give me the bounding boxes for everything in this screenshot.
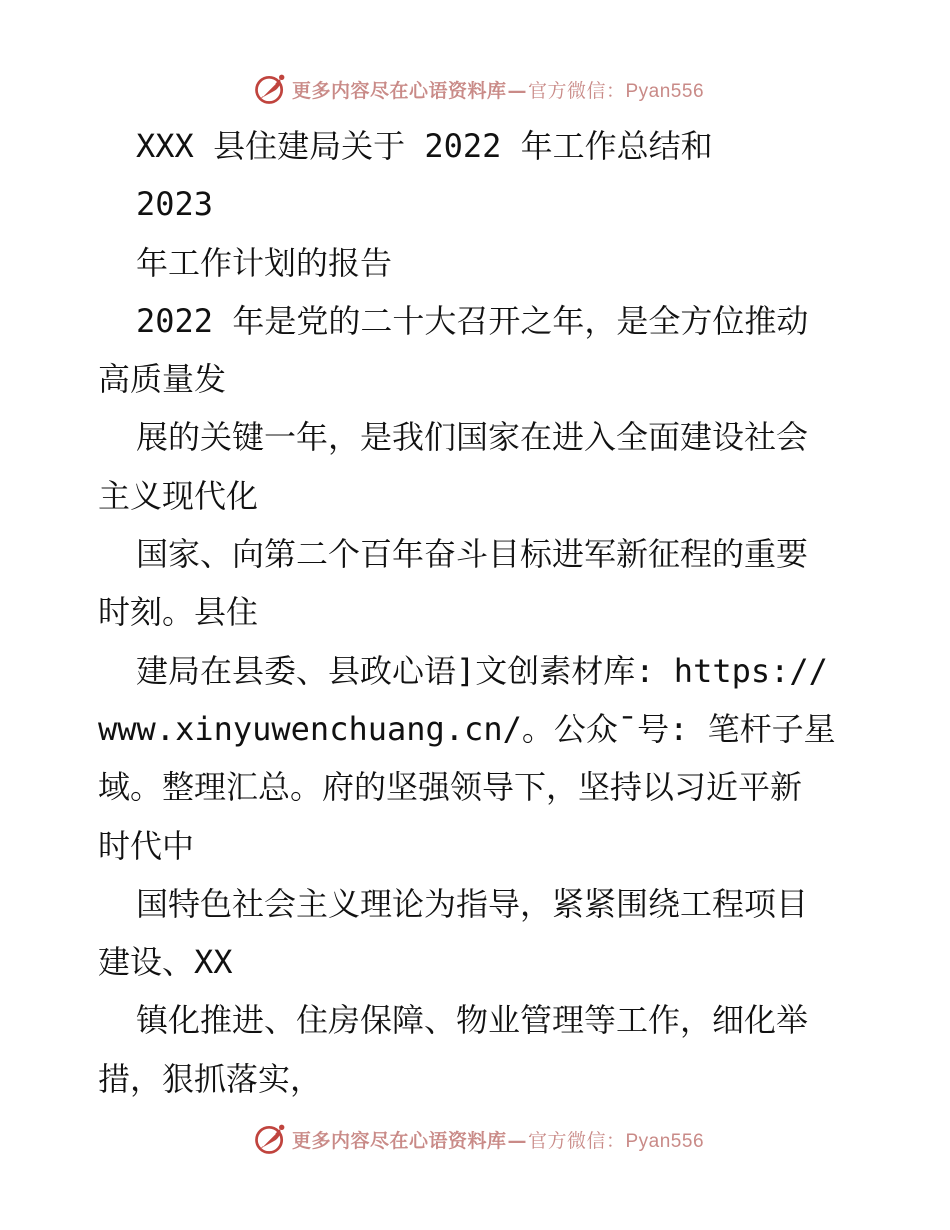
document-line: 镇化推进、住房保障、物业管理等工作，细化举 — [136, 1001, 809, 1040]
watermark-account: Pyan556 — [625, 80, 705, 102]
document-line: 展的关键一年，是我们国家在进入全面建设社会 — [136, 418, 809, 457]
watermark-main: 更多内容尽在心语资料库 — [291, 79, 507, 102]
quill-pen-logo-icon — [252, 1121, 288, 1157]
watermark-text — [292, 1126, 704, 1153]
quill-pen-logo-icon — [252, 71, 288, 107]
document-line: 2023 — [136, 185, 214, 224]
document-line: 年工作计划的报告 — [136, 243, 393, 282]
document-body — [98, 117, 868, 1108]
watermark-banner-bottom — [0, 1117, 950, 1161]
document-line: 2022 年是党的二十大召开之年，是全方位推动 — [136, 301, 809, 340]
watermark-account: Pyan556 — [625, 1130, 705, 1152]
watermark-dash: — — [507, 1129, 527, 1152]
watermark-text — [292, 76, 704, 103]
document-line: XXX 县住建局关于 2022 年工作总结和 — [136, 127, 713, 165]
document-line: 国家、向第二个百年奋斗目标进军新征程的重要 — [136, 535, 809, 574]
document-line: 时刻。县住 — [98, 593, 259, 632]
document-line: 建设、XX — [98, 943, 233, 982]
document-line: 措，狠抓落实， — [98, 1059, 323, 1098]
document-line: 国特色社会主义理论为指导，紧紧围绕工程项目 — [136, 884, 809, 923]
watermark-label: 官方微信： — [527, 79, 626, 102]
document-line: 时代中 — [98, 826, 195, 865]
watermark-banner-inner — [252, 71, 704, 107]
document-line: 建局在县委、县政心语]文创素材库: https:// — [136, 651, 828, 690]
watermark-label: 官方微信： — [527, 1129, 626, 1152]
document-line: 主义现代化 — [98, 476, 259, 515]
document-line: www.xinyuwenchuang.cn/。公众¯号: 笔杆子星 — [98, 709, 836, 748]
watermark-banner-inner — [252, 1121, 704, 1157]
watermark-dash: — — [507, 79, 527, 102]
watermark-main: 更多内容尽在心语资料库 — [291, 1129, 507, 1152]
document-line: 域。整理汇总。府的坚强领导下，坚持以习近平新 — [98, 768, 803, 807]
document-line: 高质量发 — [98, 360, 227, 399]
watermark-banner-top — [0, 67, 950, 111]
